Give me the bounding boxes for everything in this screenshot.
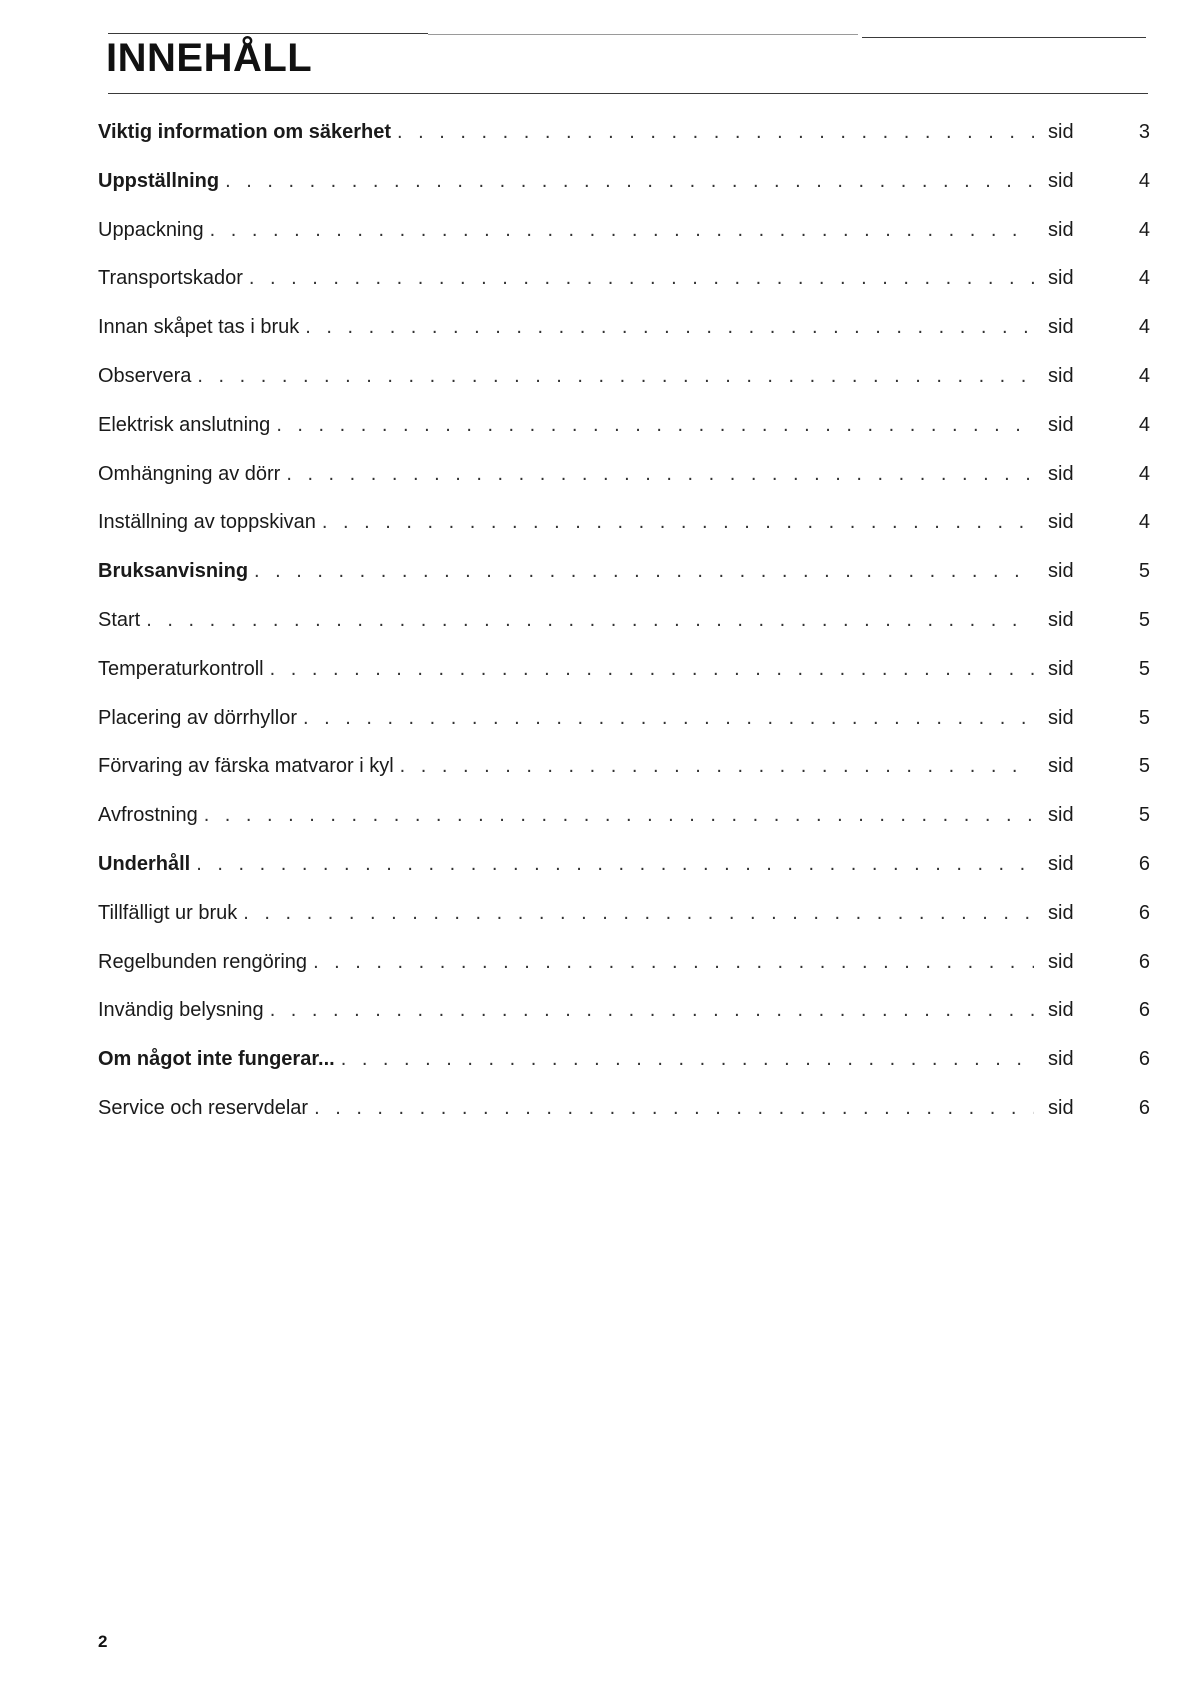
toc-dot-leader — [196, 853, 1034, 876]
toc-entry-page-number: 6 — [1138, 1048, 1150, 1071]
toc-entry-page-number: 5 — [1138, 560, 1150, 583]
toc-entry — [98, 316, 1150, 365]
toc-dot-leader — [305, 316, 1034, 339]
toc-entry-page-prefix: sid — [1048, 462, 1074, 485]
toc-entry-label: Avfrostning — [98, 804, 204, 827]
toc-entry — [98, 999, 1150, 1048]
toc-entry — [98, 707, 1150, 756]
toc-entry — [98, 365, 1150, 414]
toc-entry-page-prefix: sid — [1048, 755, 1074, 778]
toc-dot-leader — [322, 511, 1034, 534]
toc-entry-label: Viktig information om säkerhet — [98, 121, 397, 144]
top-rule-thin — [428, 34, 858, 35]
toc-entry-label: Förvaring av färska matvaror i kyl — [98, 755, 400, 778]
toc-entry-page-prefix: sid — [1048, 804, 1074, 827]
toc-entry — [98, 804, 1150, 853]
toc-dot-leader — [397, 121, 1034, 144]
toc-dot-leader — [270, 999, 1034, 1022]
toc-entry — [98, 219, 1150, 268]
toc-entry-page-number: 4 — [1138, 413, 1150, 436]
toc-entry-page-prefix: sid — [1048, 364, 1074, 387]
toc-entry — [98, 267, 1150, 316]
toc-entry-label: Elektrisk anslutning — [98, 414, 276, 437]
toc-entry-page-prefix: sid — [1048, 706, 1074, 729]
toc-dot-leader — [254, 560, 1034, 583]
toc-entry-page-prefix: sid — [1048, 267, 1074, 290]
toc-entry-page-prefix: sid — [1048, 316, 1074, 339]
toc-entry-page-number: 5 — [1138, 706, 1150, 729]
toc-entry-page-number: 5 — [1138, 804, 1150, 827]
toc-entry-page-prefix: sid — [1048, 1048, 1074, 1071]
toc-entry-page-number: 5 — [1138, 608, 1150, 631]
toc-entry-page-prefix: sid — [1048, 169, 1074, 192]
toc-entry — [98, 511, 1150, 560]
toc-dot-leader — [225, 170, 1034, 193]
toc-entry — [98, 853, 1150, 902]
toc-entry-page-prefix: sid — [1048, 999, 1074, 1022]
toc-entry — [98, 170, 1150, 219]
toc-entry-page-number: 6 — [1138, 950, 1150, 973]
toc-dot-leader — [249, 267, 1034, 290]
toc-entry-page-number: 4 — [1138, 511, 1150, 534]
toc-dot-leader — [286, 463, 1034, 486]
toc-entry-page-number: 4 — [1138, 267, 1150, 290]
toc-entry-label: Uppställning — [98, 170, 225, 193]
toc-dot-leader — [341, 1048, 1034, 1071]
toc-entry-page-number: 4 — [1138, 462, 1150, 485]
toc-dot-leader — [197, 365, 1034, 388]
toc-dot-leader — [210, 219, 1034, 242]
page-number: 2 — [98, 1632, 108, 1651]
toc-entry-page-number: 4 — [1138, 218, 1150, 241]
toc-dot-leader — [400, 755, 1034, 778]
toc-entry-page-number: 3 — [1138, 121, 1150, 143]
page-title: INNEHÅLL — [106, 36, 313, 80]
toc-entry-label: Om något inte fungerar... — [98, 1048, 341, 1071]
toc-entry — [98, 609, 1150, 658]
toc-entry — [98, 121, 1150, 170]
title-underline-rule — [108, 93, 1148, 94]
toc-entry — [98, 755, 1150, 804]
toc-entry-label: Regelbunden rengöring — [98, 951, 313, 974]
toc-entry-page-prefix: sid — [1048, 218, 1074, 241]
toc-entry-page-prefix: sid — [1048, 901, 1074, 924]
toc-entry-label: Bruksanvisning — [98, 560, 254, 583]
toc-entry-label: Uppackning — [98, 219, 210, 242]
toc-entry-page-number: 6 — [1138, 852, 1150, 875]
toc-entry-page-prefix: sid — [1048, 413, 1074, 436]
toc-dot-leader — [204, 804, 1034, 827]
toc-entry — [98, 951, 1150, 1000]
toc-entry-page-number: 6 — [1138, 999, 1150, 1022]
toc-entry-page-prefix: sid — [1048, 121, 1074, 143]
toc-entry-label: Service och reservdelar — [98, 1097, 314, 1120]
toc-entry-page-prefix: sid — [1048, 560, 1074, 583]
top-rule — [108, 33, 428, 34]
toc-entry-label: Tillfälligt ur bruk — [98, 902, 243, 925]
top-rule-right — [862, 37, 1146, 38]
toc-entry — [98, 658, 1150, 707]
table-of-contents — [98, 121, 1150, 1146]
toc-entry-label: Start — [98, 609, 146, 632]
toc-dot-leader — [270, 658, 1034, 681]
toc-entry — [98, 1097, 1150, 1146]
toc-entry-label: Innan skåpet tas i bruk — [98, 316, 305, 339]
toc-dot-leader — [276, 414, 1034, 437]
toc-entry-page-number: 5 — [1138, 755, 1150, 778]
toc-entry — [98, 414, 1150, 463]
toc-entry-page-number: 4 — [1138, 316, 1150, 339]
toc-entry-label: Inställning av toppskivan — [98, 511, 322, 534]
toc-entry-page-prefix: sid — [1048, 608, 1074, 631]
toc-entry-page-number: 6 — [1138, 901, 1150, 924]
toc-entry-label: Omhängning av dörr — [98, 463, 286, 486]
toc-entry-label: Invändig belysning — [98, 999, 270, 1022]
toc-dot-leader — [303, 707, 1034, 730]
toc-dot-leader — [314, 1097, 1034, 1120]
toc-entry-label: Temperaturkontroll — [98, 658, 270, 681]
toc-entry-page-number: 6 — [1138, 1096, 1150, 1119]
toc-entry-page-prefix: sid — [1048, 657, 1074, 680]
toc-dot-leader — [243, 902, 1034, 925]
toc-entry-label: Placering av dörrhyllor — [98, 707, 303, 730]
toc-dot-leader — [313, 951, 1034, 974]
toc-entry-page-prefix: sid — [1048, 511, 1074, 534]
toc-entry-page-prefix: sid — [1048, 1096, 1074, 1119]
toc-entry — [98, 463, 1150, 512]
toc-entry-page-number: 5 — [1138, 657, 1150, 680]
toc-entry-page-number: 4 — [1138, 364, 1150, 387]
toc-entry-page-number: 4 — [1138, 169, 1150, 192]
toc-entry-page-prefix: sid — [1048, 950, 1074, 973]
toc-entry-page-prefix: sid — [1048, 852, 1074, 875]
toc-dot-leader — [146, 609, 1034, 632]
toc-entry-label: Observera — [98, 365, 197, 388]
toc-entry — [98, 902, 1150, 951]
toc-entry — [98, 560, 1150, 609]
toc-entry — [98, 1048, 1150, 1097]
toc-entry-label: Transportskador — [98, 267, 249, 290]
toc-entry-label: Underhåll — [98, 853, 196, 876]
